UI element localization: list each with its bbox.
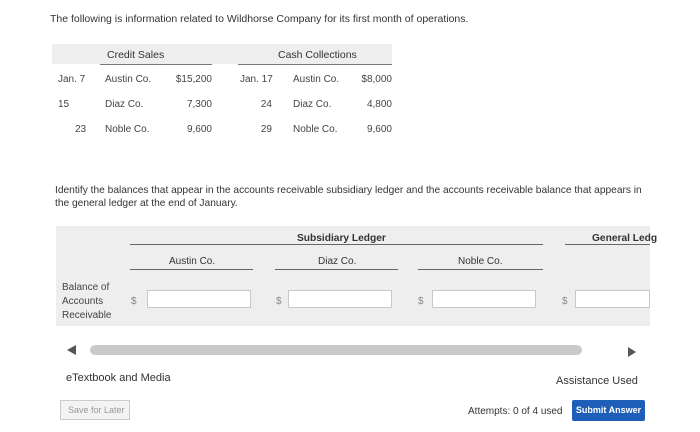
cash-collection-customer: Diaz Co.	[293, 99, 332, 110]
cash-collections-header: Cash Collections	[278, 49, 357, 61]
cash-collection-customer: Austin Co.	[293, 74, 340, 85]
cash-collection-amount: 9,600	[366, 124, 392, 135]
cash-collection-date: Jan. 17	[240, 74, 273, 85]
currency-symbol: $	[418, 296, 424, 307]
subsidiary-ledger-header: Subsidiary Ledger	[297, 233, 386, 244]
credit-sale-amount: 9,600	[186, 124, 212, 135]
column-austin-co: Austin Co.	[169, 256, 216, 267]
column-underline	[130, 269, 253, 270]
noble-balance-input[interactable]	[432, 290, 536, 308]
problem-intro: The following is information related to Wildhorse Company for its first month of operations.	[50, 13, 469, 25]
column-underline	[275, 269, 398, 270]
scroll-right-arrow-icon[interactable]	[628, 347, 636, 357]
cash-collections-underline	[238, 64, 392, 65]
submit-answer-button[interactable]: Submit Answer	[572, 400, 645, 421]
column-diaz-co: Diaz Co.	[318, 256, 357, 267]
credit-sale-customer: Austin Co.	[105, 74, 152, 85]
credit-sale-customer: Diaz Co.	[105, 99, 144, 110]
currency-symbol: $	[131, 296, 137, 307]
currency-symbol: $	[276, 296, 282, 307]
horizontal-scrollbar[interactable]	[90, 345, 582, 355]
credit-sales-underline	[100, 64, 212, 65]
diaz-balance-input[interactable]	[288, 290, 392, 308]
save-for-later-button[interactable]: Save for Later	[60, 400, 130, 420]
currency-symbol: $	[562, 296, 568, 307]
credit-sale-customer: Noble Co.	[105, 124, 150, 135]
attempts-counter: Attempts: 0 of 4 used	[468, 406, 563, 417]
credit-sale-amount: 7,300	[186, 99, 212, 110]
question-text: Identify the balances that appear in the accounts receivable subsidiary ledger and the accounts receivable balance that appears in the general ledger at the end of January.	[55, 185, 642, 209]
austin-balance-input[interactable]	[147, 290, 251, 308]
row-label-balance: Balance of Accounts Receivable	[62, 282, 112, 321]
cash-collection-amount: $8,000	[361, 74, 392, 85]
cash-collection-amount: 4,800	[366, 99, 392, 110]
column-underline	[418, 269, 543, 270]
credit-sale-date: 23	[75, 124, 87, 135]
etextbook-media-link[interactable]: eTextbook and Media	[66, 372, 171, 384]
scroll-left-arrow-icon[interactable]	[67, 345, 76, 355]
cash-collection-date: 29	[260, 124, 272, 135]
general-ledger-balance-input[interactable]	[575, 290, 650, 308]
subsidiary-ledger-underline	[130, 244, 543, 245]
assistance-used-label: Assistance Used	[556, 375, 638, 387]
credit-sale-date: 15	[58, 99, 70, 110]
cash-collection-date: 24	[260, 99, 272, 110]
general-ledger-underline	[565, 244, 650, 245]
cash-collection-customer: Noble Co.	[293, 124, 338, 135]
general-ledger-header: General Ledg	[592, 233, 658, 244]
credit-sale-date: Jan. 7	[58, 74, 86, 85]
column-noble-co: Noble Co.	[458, 256, 503, 267]
credit-sale-amount: $15,200	[175, 74, 212, 85]
credit-sales-header: Credit Sales	[107, 49, 165, 61]
